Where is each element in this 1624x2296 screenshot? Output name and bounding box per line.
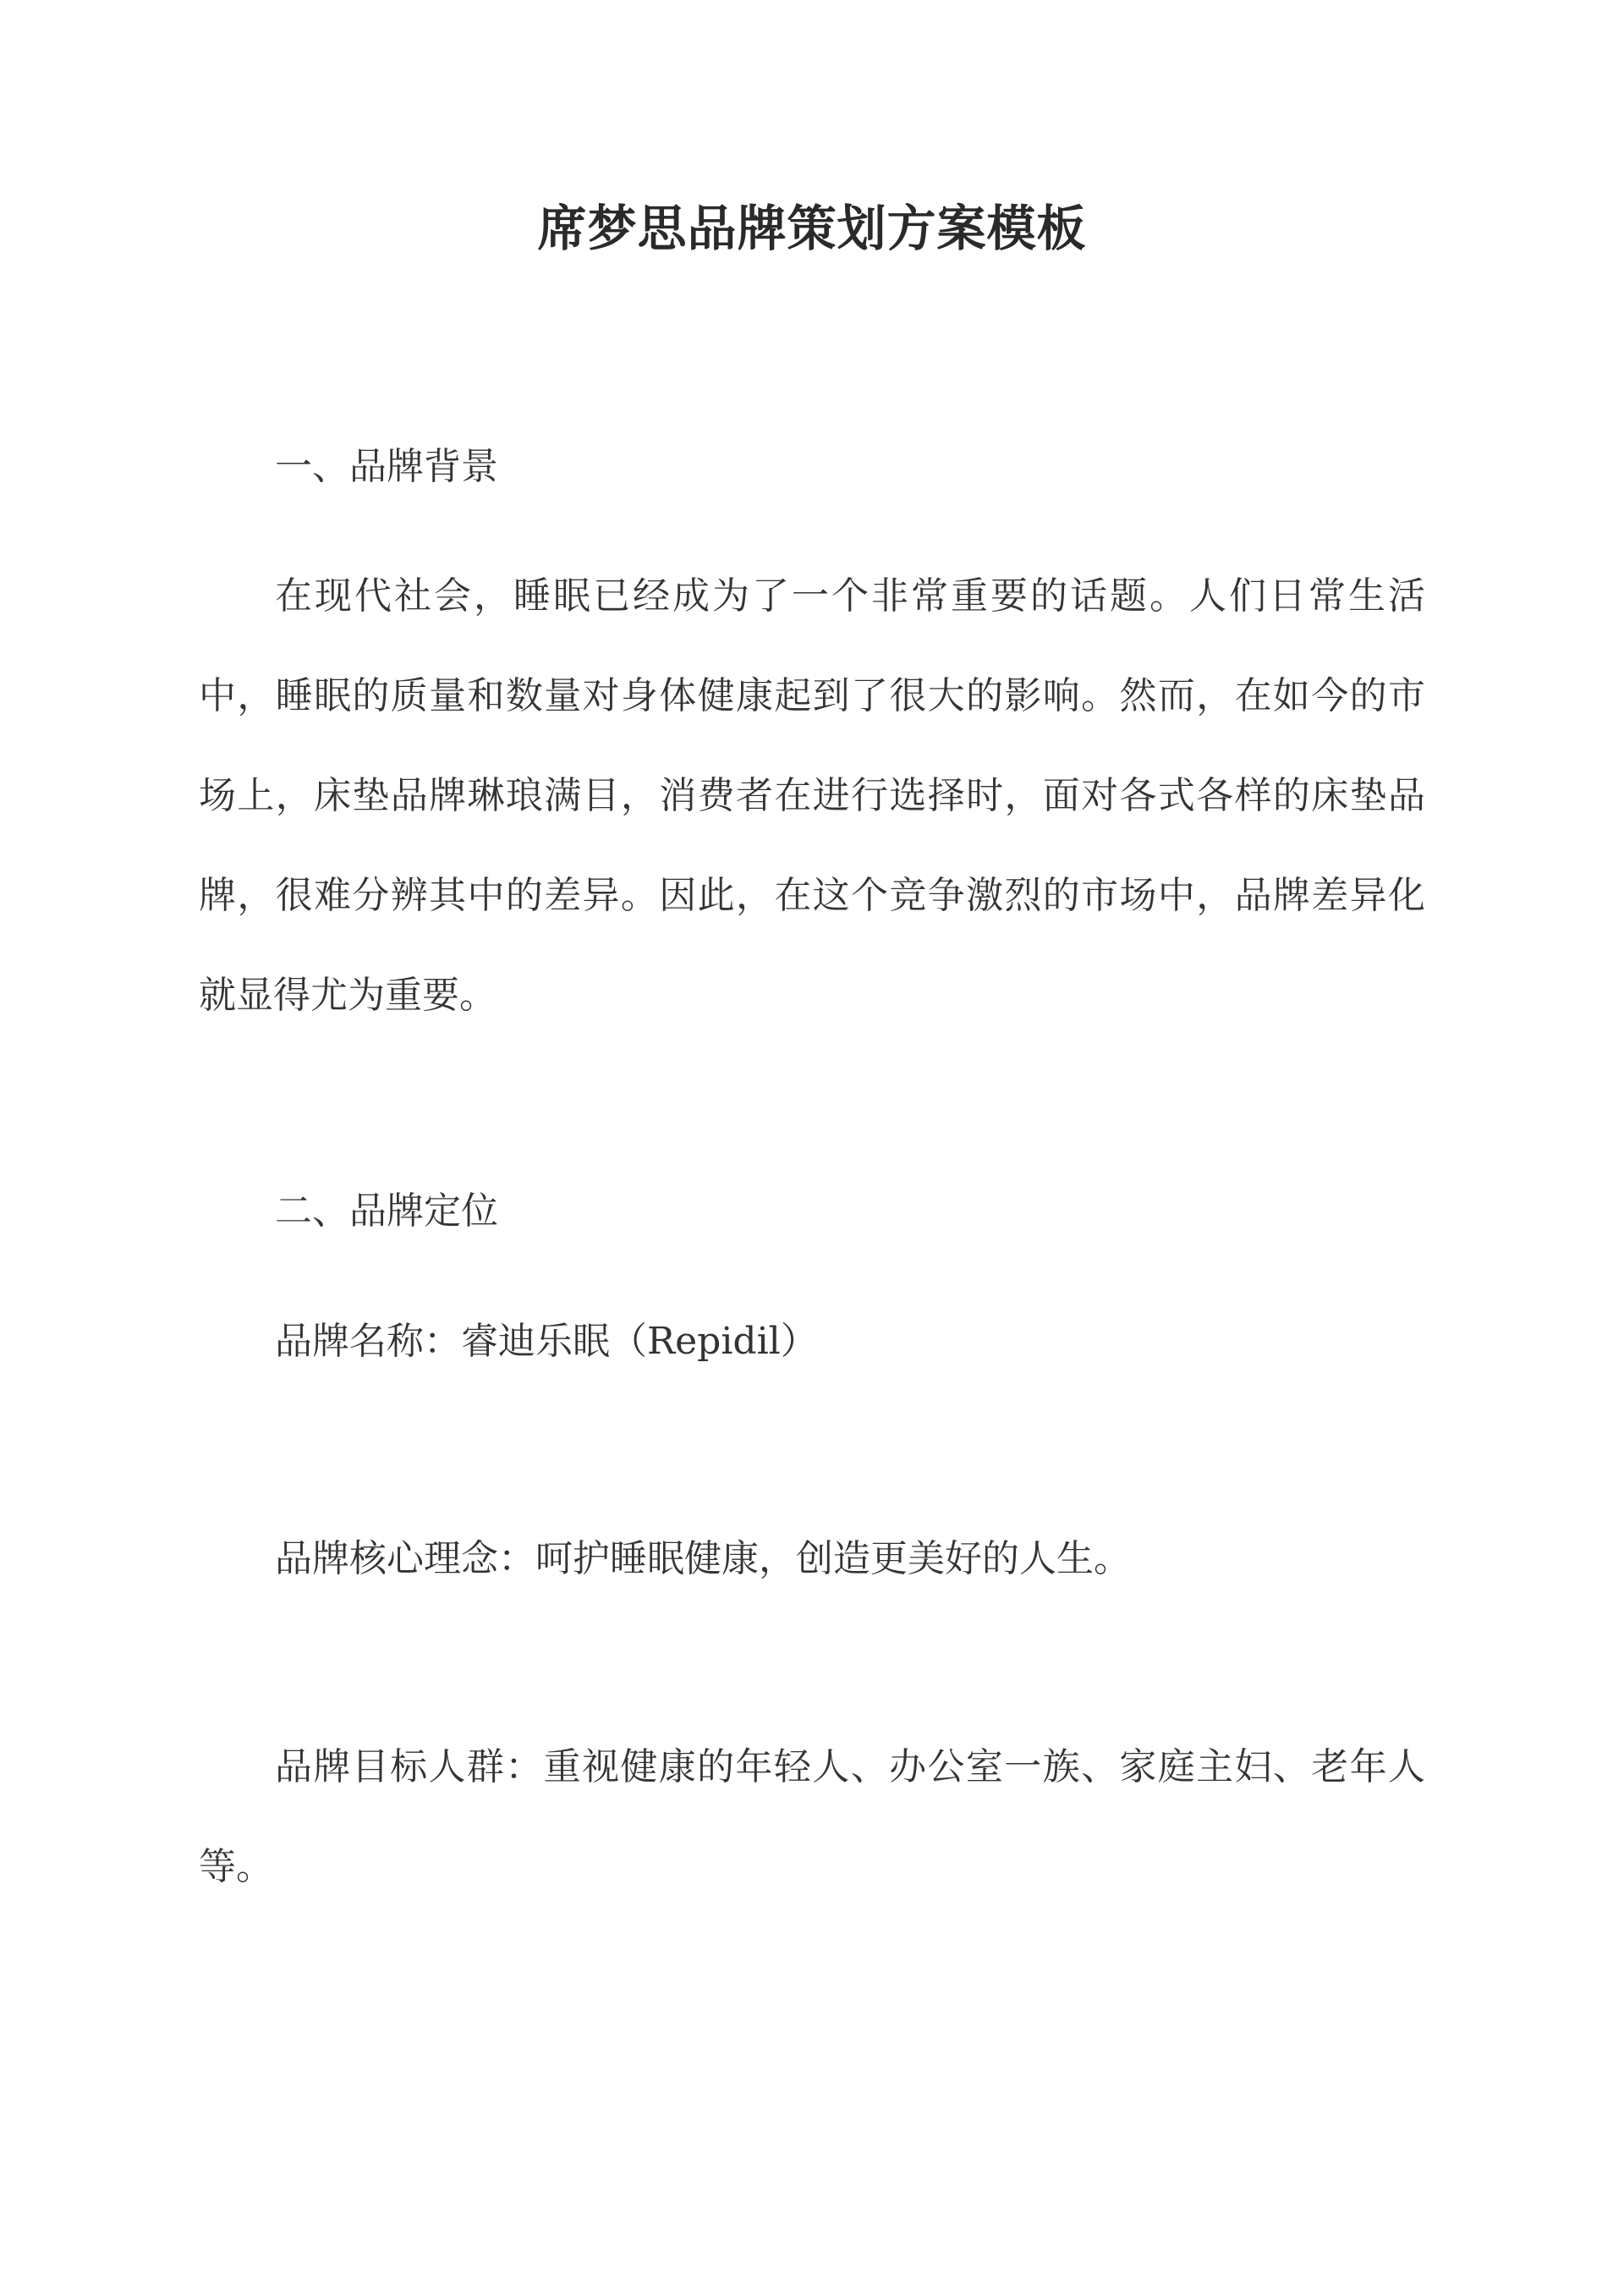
brand-background-paragraph: 在现代社会，睡眠已经成为了一个非常重要的话题。人们日常生活中，睡眠的质量和数量对身体健康起到了很大的影响。然而，在如今的市场上，床垫品牌琳琅满目，消费者在进行选择时，面对各式各样的床垫品牌，很难分辨其中的差异。因此，在这个竞争激烈的市场中，品牌差异化就显得尤为重要。 (199, 574, 1425, 1017)
section-heading-brand-background: 一、品牌背景 (275, 445, 498, 488)
brand-target-group-paragraph: 品牌目标人群：重视健康的年轻人、办公室一族、家庭主妇、老年人等。 (199, 1745, 1425, 1888)
document-title: 席梦思品牌策划方案模板 (537, 200, 1087, 257)
brand-core-concept-line: 品牌核心理念：呵护睡眠健康，创造更美好的人生。 (275, 1537, 1131, 1580)
brand-name-line: 品牌名称：睿迪乐眠（Repidil） (275, 1320, 818, 1363)
section-heading-brand-positioning: 二、品牌定位 (275, 1189, 498, 1233)
